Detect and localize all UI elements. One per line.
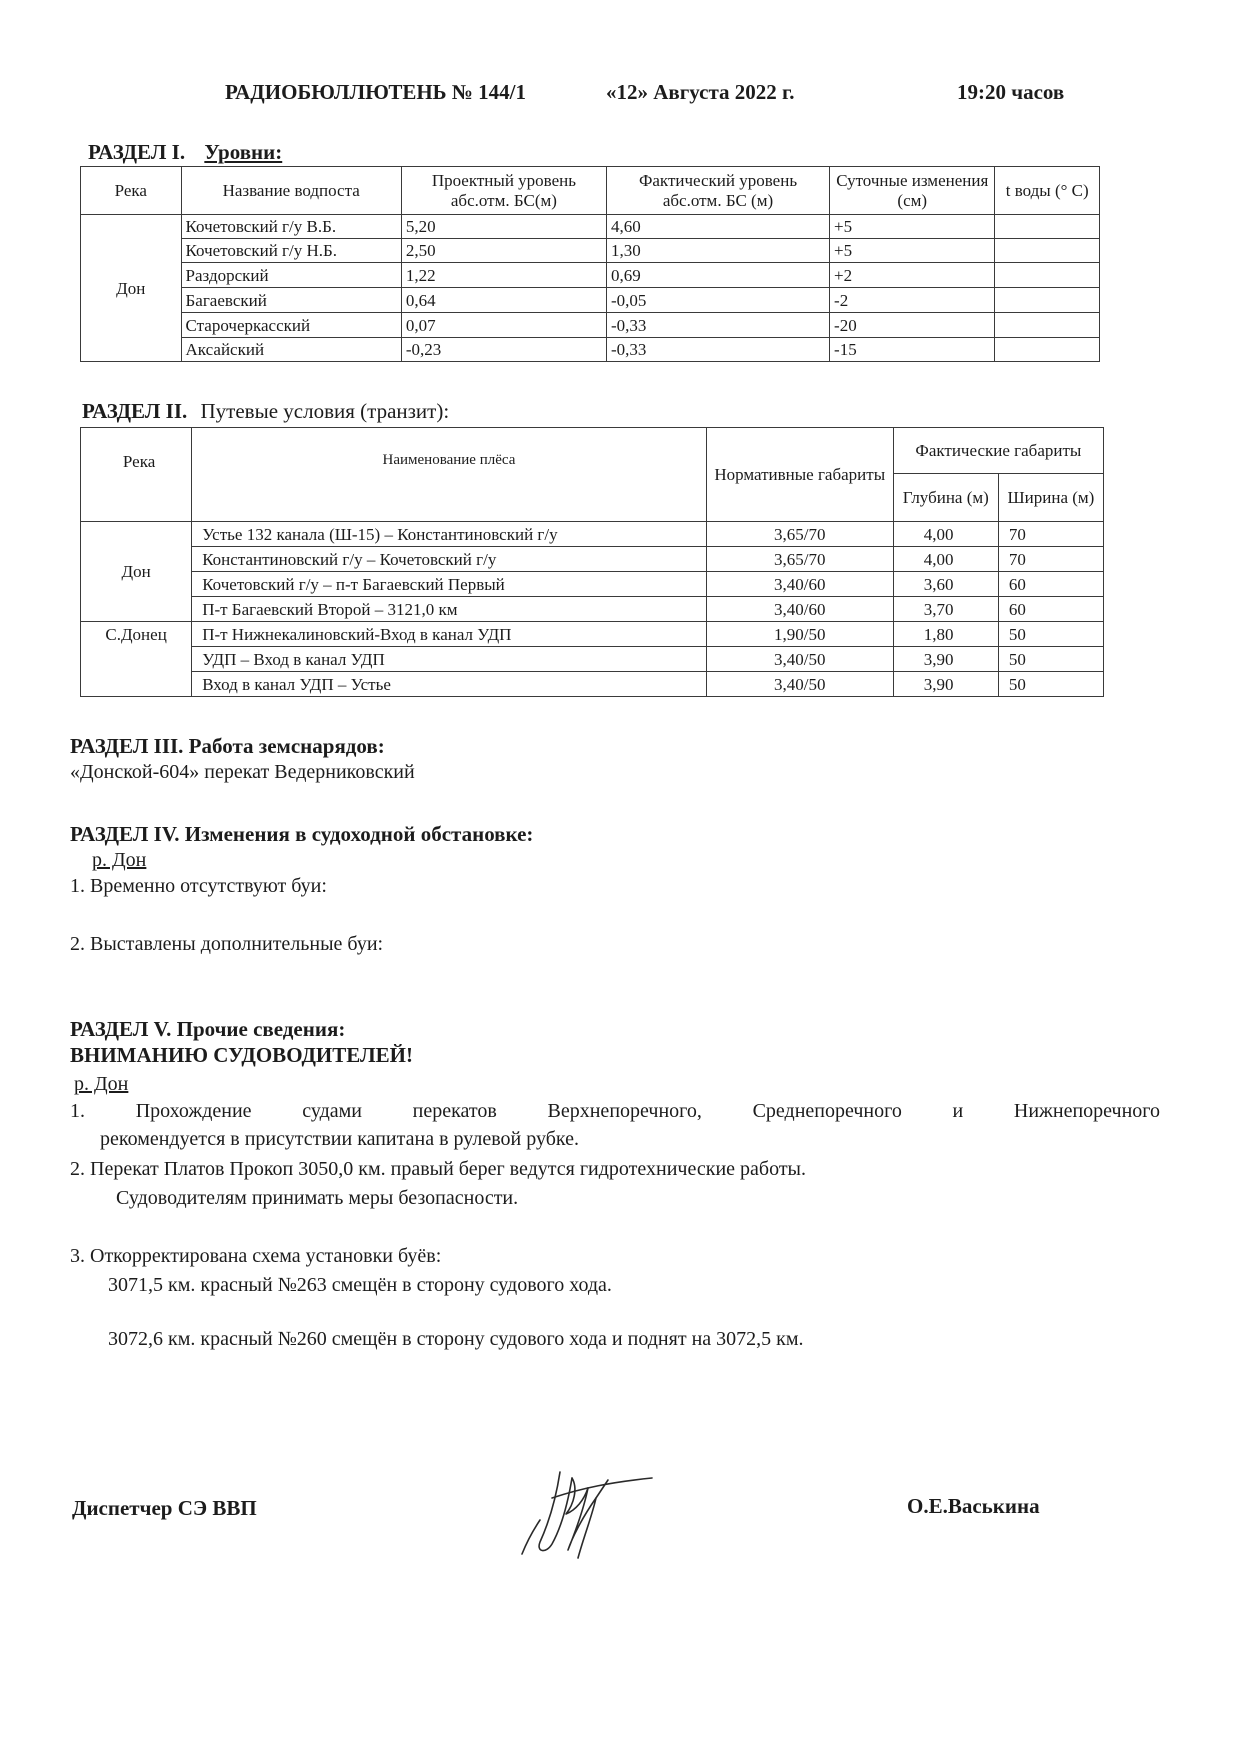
reach-cell: Константиновский г/у – Кочетовский г/у xyxy=(192,547,707,572)
reach-cell: Устье 132 канала (Ш-15) – Константиновский г/у xyxy=(192,522,707,547)
reach-cell: УДП – Вход в канал УДП xyxy=(192,647,707,672)
section1-label: РАЗДЕЛ I. xyxy=(88,140,186,164)
bulletin-title: РАДИОБЮЛЛЮТЕНЬ № 144/1 xyxy=(225,80,526,104)
depth-cell: 4,00 xyxy=(893,547,998,572)
transit-table xyxy=(80,427,1104,697)
reach-cell: П-т Багаевский Второй – 3121,0 км xyxy=(192,597,707,622)
river-cell-empty xyxy=(81,647,192,672)
actual-cell: -0,05 xyxy=(606,288,829,313)
col-normative: Нормативные габариты xyxy=(706,428,893,522)
post-cell: Старочеркасский xyxy=(181,313,401,338)
depth-cell: 3,90 xyxy=(893,647,998,672)
design-cell: 5,20 xyxy=(401,215,606,239)
normative-cell: 3,40/60 xyxy=(706,572,893,597)
river-cell: С.Донец xyxy=(81,622,192,647)
section2-title: Путевые условия (транзит): xyxy=(200,399,450,423)
depth-cell: 3,70 xyxy=(893,597,998,622)
change-cell: +5 xyxy=(830,215,995,239)
width-cell: 50 xyxy=(998,622,1103,647)
actual-cell: 4,60 xyxy=(606,215,829,239)
width-cell: 70 xyxy=(998,547,1103,572)
section3-text: «Донской-604» перекат Ведерниковский xyxy=(70,761,415,783)
post-cell: Кочетовский г/у Н.Б. xyxy=(181,239,401,263)
item1-word: Верхнепоречного, xyxy=(547,1100,702,1122)
post-cell: Раздорский xyxy=(181,263,401,288)
item1-word: судами xyxy=(302,1100,362,1122)
table-row xyxy=(81,597,1104,622)
col-depth: Глубина (м) xyxy=(893,474,998,522)
section2-label: РАЗДЕЛ II. xyxy=(82,399,188,423)
transit-header-row xyxy=(81,428,1104,474)
actual-cell: -0,33 xyxy=(606,313,829,338)
reach-cell: Вход в канал УДП – Устье xyxy=(192,672,707,697)
change-cell: -2 xyxy=(830,288,995,313)
section4-heading: РАЗДЕЛ IV. Изменения в судоходной обстановке: xyxy=(70,822,534,846)
table-row xyxy=(81,547,1104,572)
temp-cell xyxy=(995,313,1100,338)
post-cell: Аксайский xyxy=(181,338,401,362)
normative-cell: 3,40/50 xyxy=(706,647,893,672)
section5-item1-line1 xyxy=(70,1100,1160,1123)
temp-cell xyxy=(995,288,1100,313)
river-cell: Дон xyxy=(81,215,182,362)
section2-heading xyxy=(82,399,449,424)
item1-number: 1. xyxy=(70,1100,85,1122)
depth-cell: 4,00 xyxy=(893,522,998,547)
width-cell: 60 xyxy=(998,597,1103,622)
signature-graphic xyxy=(512,1458,662,1568)
normative-cell: 3,40/60 xyxy=(706,597,893,622)
col-reach: Наименование плёса xyxy=(192,428,707,522)
depth-cell: 3,60 xyxy=(893,572,998,597)
col-river: Река xyxy=(81,428,192,522)
temp-cell xyxy=(995,215,1100,239)
table-row xyxy=(81,622,1104,647)
normative-cell: 3,65/70 xyxy=(706,547,893,572)
section1-heading xyxy=(88,140,282,165)
col-design-level: Проектный уровень абс.отм. БС(м) xyxy=(401,167,606,215)
levels-header-row xyxy=(81,167,1100,215)
change-cell: -20 xyxy=(830,313,995,338)
section5-heading: РАЗДЕЛ V. Прочие сведения: xyxy=(70,1017,346,1041)
section5-item3-line1: 3. Откорректирована схема установки буёв: xyxy=(70,1245,442,1267)
actual-cell: -0,33 xyxy=(606,338,829,362)
design-cell: 2,50 xyxy=(401,239,606,263)
actual-cell: 0,69 xyxy=(606,263,829,288)
table-row xyxy=(81,239,1100,263)
levels-table xyxy=(80,166,1100,362)
reach-cell: Кочетовский г/у – п-т Багаевский Первый xyxy=(192,572,707,597)
design-cell: -0,23 xyxy=(401,338,606,362)
table-row xyxy=(81,647,1104,672)
col-width: Ширина (м) xyxy=(998,474,1103,522)
table-row xyxy=(81,672,1104,697)
change-cell: +5 xyxy=(830,239,995,263)
item1-word: перекатов xyxy=(412,1100,497,1122)
item1-word: Среднепоречного xyxy=(752,1100,902,1122)
section4-river: р. Дон xyxy=(92,849,147,871)
design-cell: 0,07 xyxy=(401,313,606,338)
design-cell: 1,22 xyxy=(401,263,606,288)
handwritten-signature xyxy=(512,1458,662,1568)
table-row xyxy=(81,522,1104,547)
section5-item1-line2: рекомендуется в присутствии капитана в рулевой рубке. xyxy=(100,1128,579,1150)
item1-word: Прохождение xyxy=(135,1100,252,1122)
attention-heading: ВНИМАНИЮ СУДОВОДИТЕЛЕЙ! xyxy=(70,1043,413,1067)
normative-cell: 3,40/50 xyxy=(706,672,893,697)
reach-cell: П-т Нижнекалиновский-Вход в канал УДП xyxy=(192,622,707,647)
bulletin-date: «12» Августа 2022 г. xyxy=(606,80,795,104)
width-cell: 70 xyxy=(998,522,1103,547)
item1-word: Нижнепоречного xyxy=(1013,1100,1160,1122)
width-cell: 50 xyxy=(998,647,1103,672)
section5-item2-line1: 2. Перекат Платов Прокоп 3050,0 км. правый берег ведутся гидротехнические работы. xyxy=(70,1158,806,1180)
change-cell: -15 xyxy=(830,338,995,362)
width-cell: 60 xyxy=(998,572,1103,597)
depth-cell: 1,80 xyxy=(893,622,998,647)
table-row xyxy=(81,215,1100,239)
depth-cell: 3,90 xyxy=(893,672,998,697)
section4-item2: 2. Выставлены дополнительные буи: xyxy=(70,933,384,955)
temp-cell xyxy=(995,338,1100,362)
river-cell-empty xyxy=(81,672,192,697)
actual-cell: 1,30 xyxy=(606,239,829,263)
temp-cell xyxy=(995,239,1100,263)
col-actual-dimensions: Фактические габариты xyxy=(893,428,1103,474)
footer-name: О.Е.Васькина xyxy=(907,1494,1040,1518)
section5-item3-line2: 3071,5 км. красный №263 смещён в сторону судового хода. xyxy=(108,1274,612,1296)
normative-cell: 3,65/70 xyxy=(706,522,893,547)
section1-title: Уровни: xyxy=(204,140,283,164)
river-cell: Дон xyxy=(81,522,192,622)
section3-heading: РАЗДЕЛ III. Работа земснарядов: xyxy=(70,734,385,758)
table-row xyxy=(81,338,1100,362)
section4-item1: 1. Временно отсутствуют буи: xyxy=(70,875,327,897)
section5-river: р. Дон xyxy=(74,1073,129,1095)
table-row xyxy=(81,572,1104,597)
col-actual-level: Фактический уровень абс.отм. БС (м) xyxy=(606,167,829,215)
footer-role: Диспетчер СЭ ВВП xyxy=(72,1496,257,1520)
normative-cell: 1,90/50 xyxy=(706,622,893,647)
post-cell: Багаевский xyxy=(181,288,401,313)
table-row xyxy=(81,313,1100,338)
col-water-temp: t воды (° С) xyxy=(995,167,1100,215)
table-row xyxy=(81,263,1100,288)
table-row xyxy=(81,288,1100,313)
section5-item3-line3: 3072,6 км. красный №260 смещён в сторону судового хода и поднят на 3072,5 км. xyxy=(108,1328,804,1350)
section5-item2-line2: Судоводителям принимать меры безопасности. xyxy=(116,1187,519,1209)
change-cell: +2 xyxy=(830,263,995,288)
post-cell: Кочетовский г/у В.Б. xyxy=(181,215,401,239)
col-daily-change: Суточные изменения (см) xyxy=(830,167,995,215)
bulletin-time: 19:20 часов xyxy=(957,80,1065,104)
design-cell: 0,64 xyxy=(401,288,606,313)
item1-word: и xyxy=(952,1100,964,1122)
col-post: Название водпоста xyxy=(181,167,401,215)
width-cell: 50 xyxy=(998,672,1103,697)
temp-cell xyxy=(995,263,1100,288)
col-river: Река xyxy=(81,167,182,215)
